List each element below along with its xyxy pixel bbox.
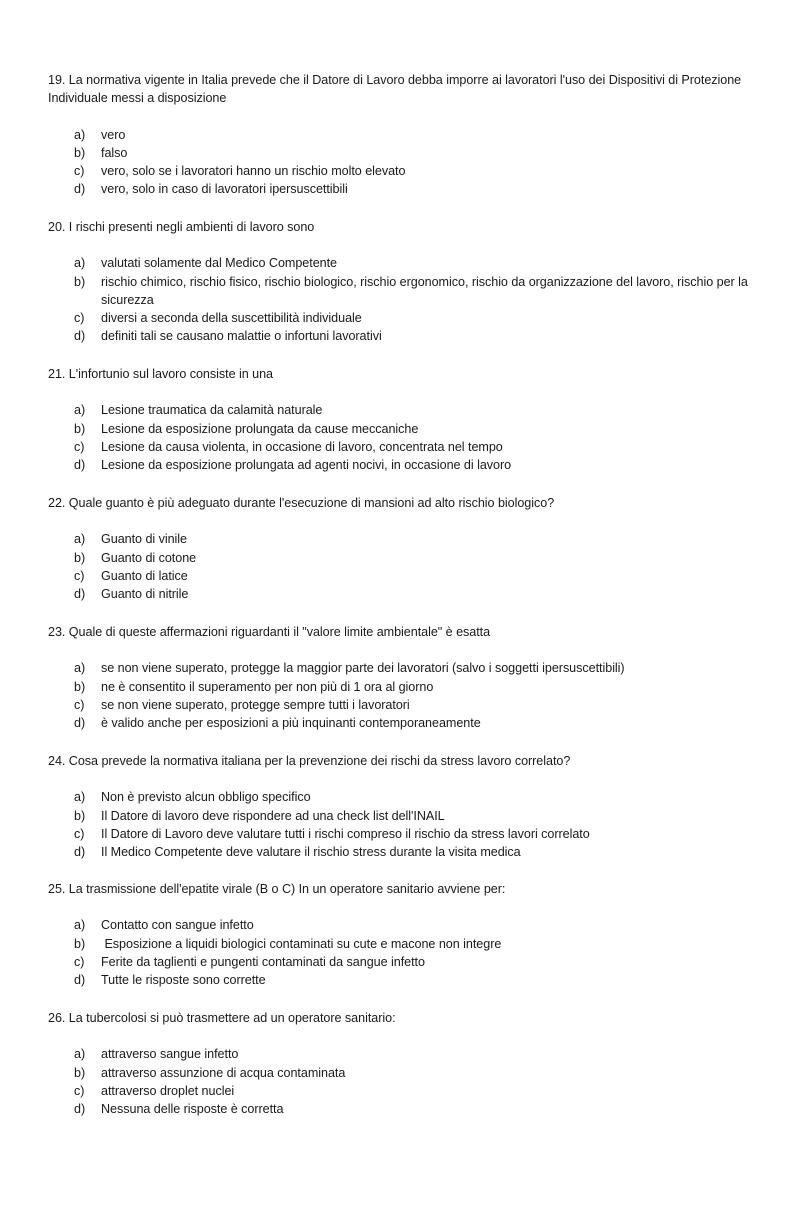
- option-text: Contatto con sangue infetto: [101, 918, 254, 933]
- option-letter: b): [74, 1065, 86, 1080]
- option-text: Esposizione a liquidi biologici contaminati su cute e macone non integre: [101, 936, 502, 951]
- options-list: [48, 788, 753, 861]
- option-text: Non è previsto alcun obbligo specifico: [101, 790, 311, 805]
- option-text: attraverso sangue infetto: [101, 1047, 239, 1062]
- option-letter: a): [74, 1047, 86, 1062]
- option-text: vero, solo in caso di lavoratori ipersuscettibili: [101, 182, 348, 197]
- question-23: [48, 623, 753, 732]
- option-letter: a): [74, 256, 86, 271]
- option-letter: b): [74, 274, 86, 289]
- option-letter: a): [74, 532, 86, 547]
- option-text: Guanto di latice: [101, 568, 188, 583]
- option-letter: c): [74, 1083, 85, 1098]
- option-letter: c): [74, 826, 85, 841]
- option-text: attraverso droplet nuclei: [101, 1083, 235, 1098]
- question-22: [48, 494, 753, 603]
- option-letter: d): [74, 973, 86, 988]
- question-text: 20. I rischi presenti negli ambienti di lavoro sono: [48, 220, 315, 234]
- option-a: [48, 126, 753, 144]
- option-text: Lesione da causa violenta, in occasione di lavoro, concentrata nel tempo: [101, 439, 503, 454]
- options-list: [48, 254, 753, 345]
- option-text: è valido anche per esposizioni a più inquinanti contemporaneamente: [101, 716, 481, 731]
- question-26: [48, 1009, 753, 1118]
- option-letter: b): [74, 421, 86, 436]
- option-letter: d): [74, 458, 86, 473]
- option-letter: a): [74, 403, 86, 418]
- option-letter: a): [74, 127, 86, 142]
- option-text: Il Datore di Lavoro deve valutare tutti i rischi compreso il rischio da stress lavori correlato: [101, 826, 590, 841]
- option-a: [48, 916, 753, 934]
- question-text: 21. L'infortunio sul lavoro consiste in una: [48, 367, 273, 381]
- option-letter: c): [74, 954, 85, 969]
- question-text: 22. Quale guanto è più adeguato durante l'esecuzione di mansioni ad alto rischio biologico?: [48, 496, 555, 510]
- option-text: falso: [101, 145, 128, 160]
- option-letter: a): [74, 661, 86, 676]
- option-text: se non viene superato, protegge la maggior parte dei lavoratori (salvo i soggetti ipersuscettibili): [101, 661, 625, 676]
- options-list: [48, 126, 753, 199]
- option-text: Guanto di nitrile: [101, 587, 189, 602]
- options-list: [48, 1045, 753, 1118]
- option-letter: d): [74, 716, 86, 731]
- option-text: Guanto di vinile: [101, 532, 188, 547]
- option-letter: d): [74, 182, 86, 197]
- option-letter: b): [74, 808, 86, 823]
- option-text: Ferite da taglienti e pungenti contaminati da sangue infetto: [101, 954, 425, 969]
- option-d: [48, 1100, 753, 1118]
- question-20: [48, 218, 753, 346]
- option-text: Lesione da esposizione prolungata da cause meccaniche: [101, 421, 419, 436]
- option-c: [48, 567, 753, 585]
- option-b: [48, 935, 753, 953]
- option-a: [48, 659, 753, 677]
- option-letter: d): [74, 329, 86, 344]
- option-b: [48, 1064, 753, 1082]
- option-c: [48, 696, 753, 714]
- option-a: [48, 788, 753, 806]
- option-letter: b): [74, 550, 86, 565]
- option-c: [48, 1082, 753, 1100]
- option-d: [48, 456, 753, 474]
- option-letter: c): [74, 311, 85, 326]
- option-b: [48, 273, 753, 310]
- option-text: rischio chimico, rischio fisico, rischio biologico, rischio ergonomico, rischio da organizzazione del lavoro, rischio per la sicurezza: [101, 274, 748, 307]
- option-text: diversi a seconda della suscettibilità individuale: [101, 311, 362, 326]
- option-c: [48, 953, 753, 971]
- option-text: Il Medico Competente deve valutare il rischio stress durante la visita medica: [101, 845, 521, 860]
- option-b: [48, 678, 753, 696]
- option-letter: b): [74, 936, 86, 951]
- option-a: [48, 254, 753, 272]
- option-d: [48, 327, 753, 345]
- option-letter: b): [74, 145, 86, 160]
- option-text: ne è consentito il superamento per non più di 1 ora al giorno: [101, 679, 434, 694]
- option-b: [48, 807, 753, 825]
- option-text: vero: [101, 127, 126, 142]
- option-letter: a): [74, 918, 86, 933]
- options-list: [48, 659, 753, 732]
- option-c: [48, 438, 753, 456]
- option-text: Nessuna delle risposte è corretta: [101, 1102, 284, 1117]
- options-list: [48, 401, 753, 474]
- question-25: [48, 880, 753, 989]
- question-19: [48, 71, 753, 199]
- option-d: [48, 843, 753, 861]
- option-text: Tutte le risposte sono corrette: [101, 973, 266, 988]
- option-b: [48, 144, 753, 162]
- option-letter: d): [74, 845, 86, 860]
- question-text: 26. La tubercolosi si può trasmettere ad un operatore sanitario:: [48, 1011, 396, 1025]
- question-text: 23. Quale di queste affermazioni riguardanti il "valore limite ambientale" è esatta: [48, 625, 491, 639]
- option-letter: c): [74, 568, 85, 583]
- option-letter: c): [74, 164, 85, 179]
- option-text: definiti tali se causano malattie o infortuni lavorativi: [101, 329, 382, 344]
- option-d: [48, 971, 753, 989]
- option-c: [48, 309, 753, 327]
- option-text: vero, solo se i lavoratori hanno un rischio molto elevato: [101, 164, 406, 179]
- option-text: Lesione da esposizione prolungata ad agenti nocivi, in occasione di lavoro: [101, 458, 512, 473]
- option-c: [48, 162, 753, 180]
- option-a: [48, 401, 753, 419]
- option-b: [48, 420, 753, 438]
- option-letter: c): [74, 697, 85, 712]
- option-d: [48, 180, 753, 198]
- option-text: attraverso assunzione di acqua contaminata: [101, 1065, 346, 1080]
- option-letter: b): [74, 679, 86, 694]
- option-text: Guanto di cotone: [101, 550, 197, 565]
- question-text: 24. Cosa prevede la normativa italiana per la prevenzione dei rischi da stress lavoro correlato?: [48, 754, 571, 768]
- option-letter: d): [74, 1102, 86, 1117]
- option-letter: a): [74, 790, 86, 805]
- option-d: [48, 714, 753, 732]
- question-text: 25. La trasmissione dell'epatite virale (B o C) In un operatore sanitario avviene per:: [48, 882, 506, 896]
- question-text: 19. La normativa vigente in Italia prevede che il Datore di Lavoro debba imporre ai lavoratori l'uso dei Dispositivi di Protezione Individuale messi a disposizione: [48, 73, 742, 106]
- question-21: [48, 365, 753, 474]
- option-c: [48, 825, 753, 843]
- option-a: [48, 530, 753, 548]
- option-b: [48, 549, 753, 567]
- option-text: se non viene superato, protegge sempre tutti i lavoratori: [101, 697, 410, 712]
- options-list: [48, 530, 753, 603]
- options-list: [48, 916, 753, 989]
- option-text: Il Datore di lavoro deve rispondere ad una check list dell'INAIL: [101, 808, 445, 823]
- option-text: Lesione traumatica da calamità naturale: [101, 403, 323, 418]
- option-text: valutati solamente dal Medico Competente: [101, 256, 338, 271]
- question-24: [48, 752, 753, 861]
- option-d: [48, 585, 753, 603]
- option-letter: d): [74, 587, 86, 602]
- option-a: [48, 1045, 753, 1063]
- option-letter: c): [74, 439, 85, 454]
